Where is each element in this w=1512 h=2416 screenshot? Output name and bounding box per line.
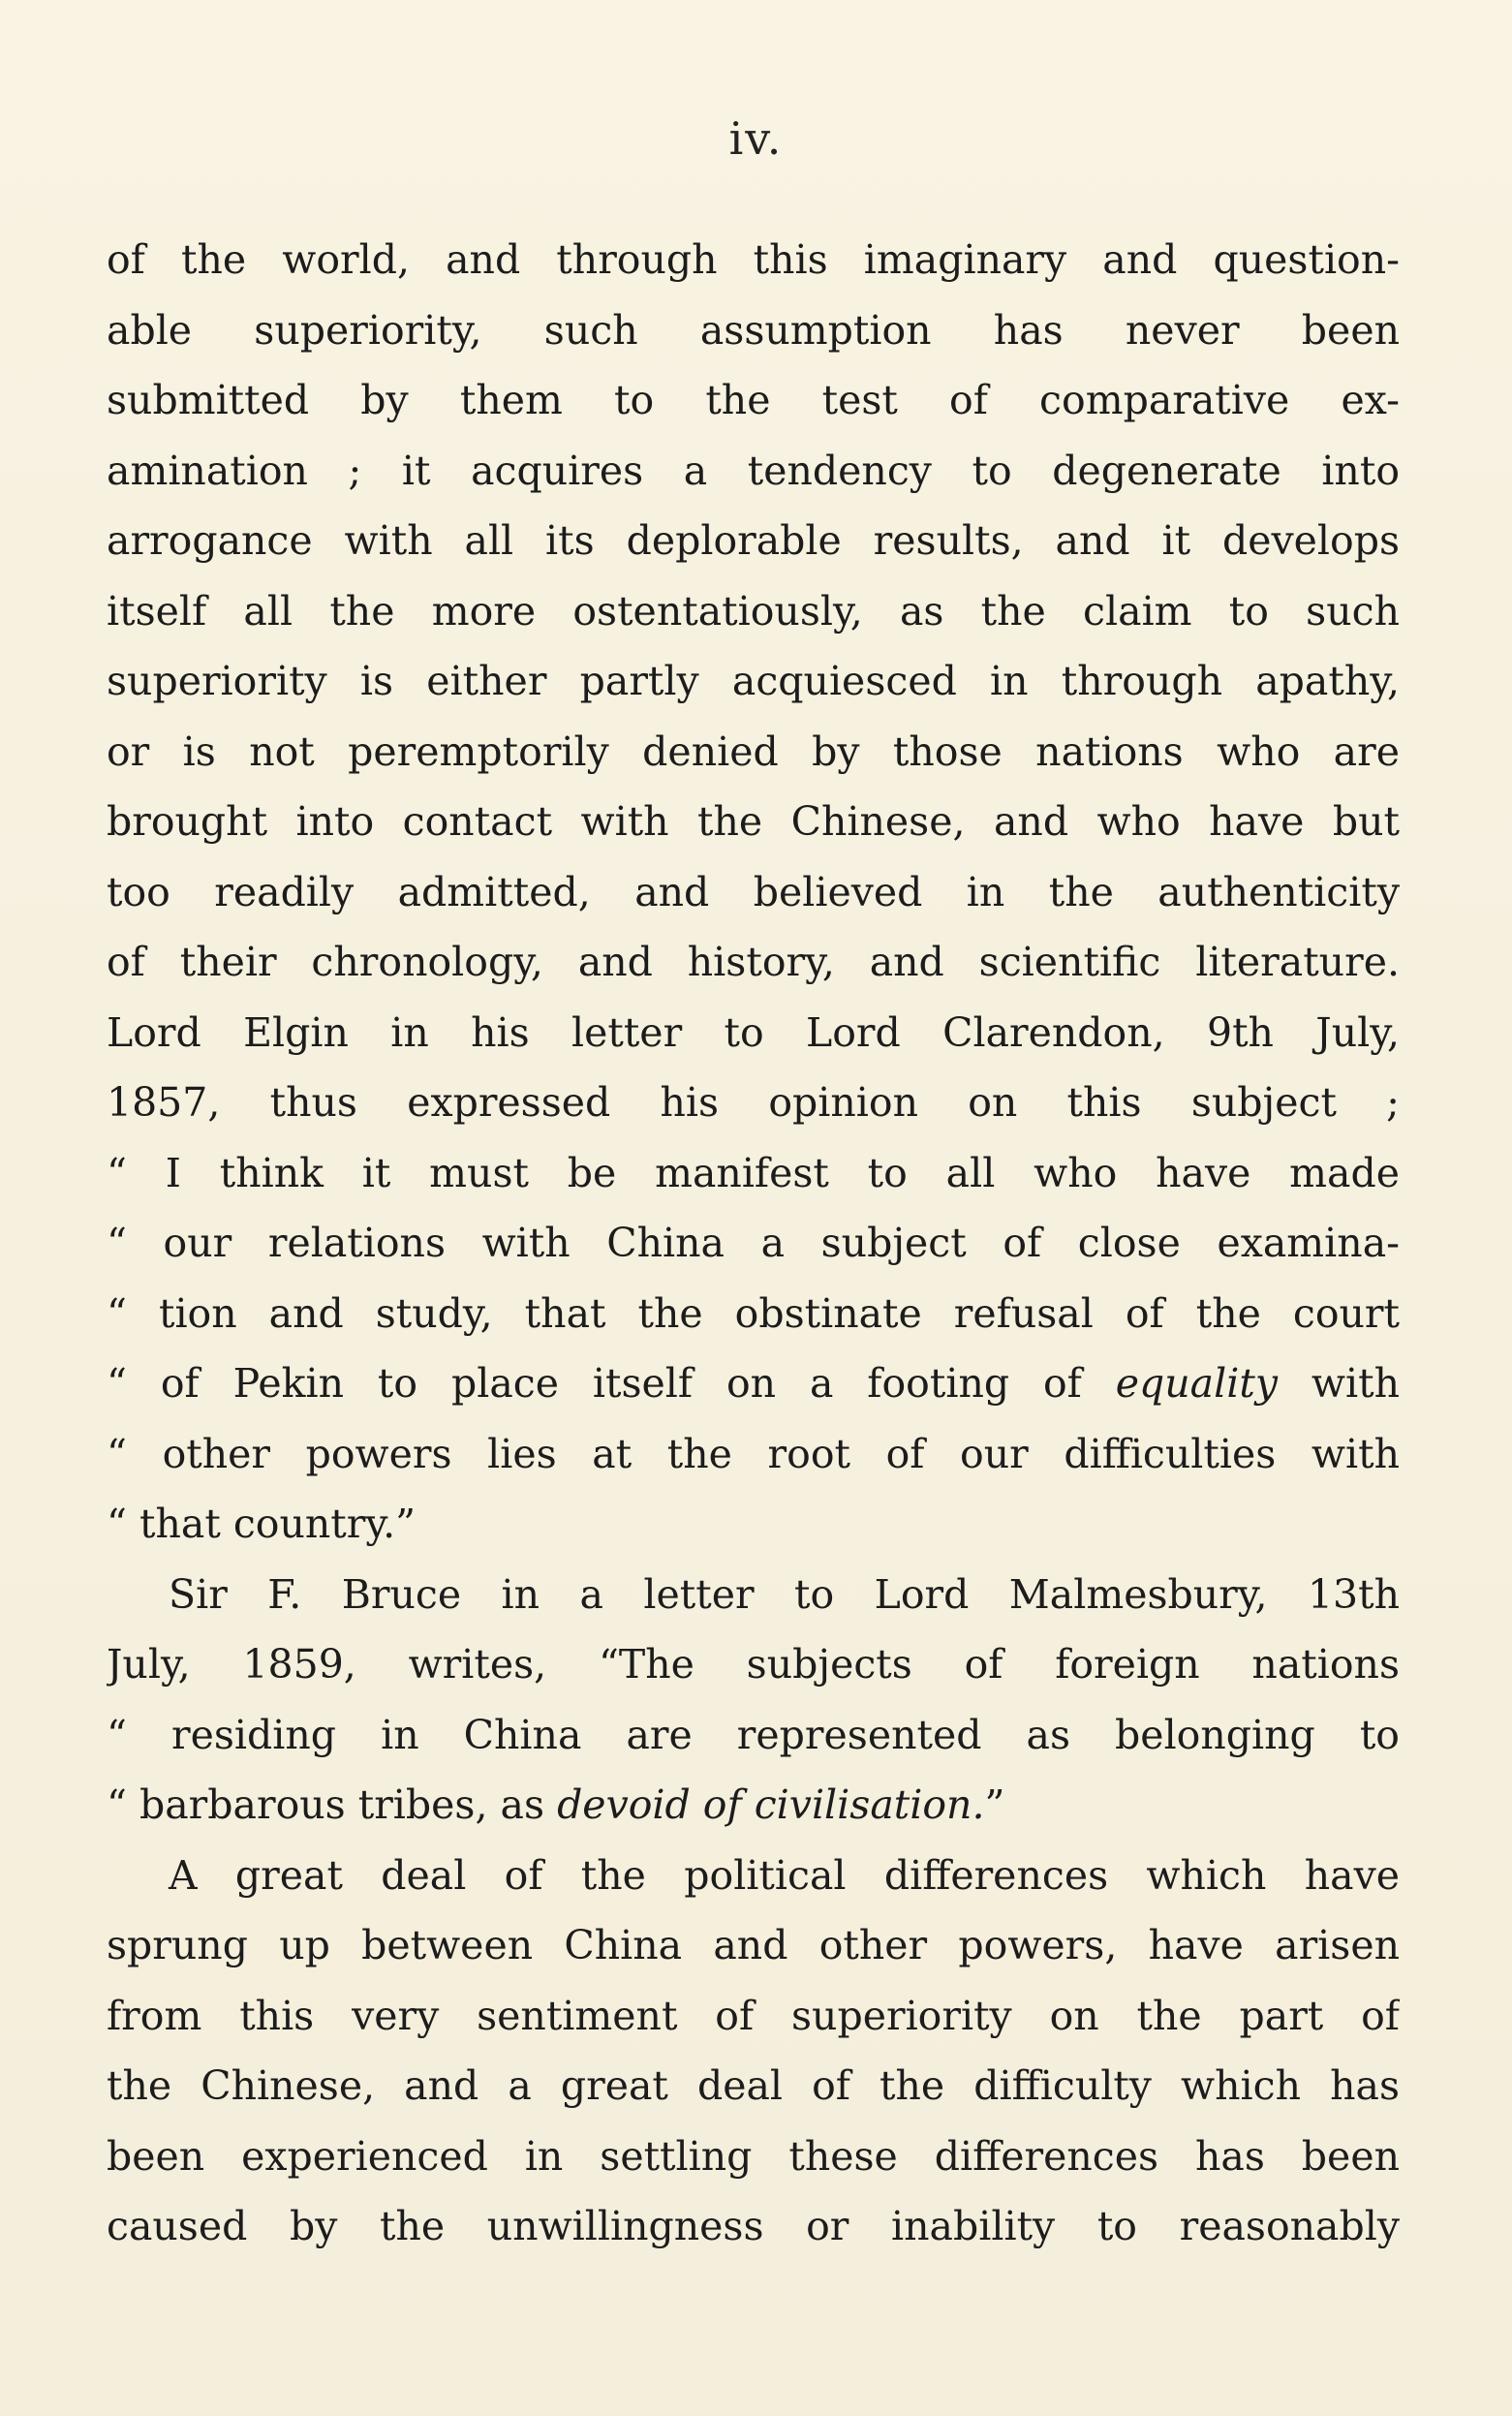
quote-line: “ other powers lies at the root of our difficulties with — [107, 1430, 1400, 1477]
paragraph-start-line: Sir F. Bruce in a letter to Lord Malmesbury, 13th — [169, 1570, 1400, 1618]
text-line: been experienced in settling these differences has been — [107, 2132, 1400, 2180]
quote-line: “ I think it must be manifest to all who have made — [107, 1149, 1400, 1196]
body-text — [107, 225, 1400, 2262]
text-line: the Chinese, and a great deal of the difficulty which has — [107, 2062, 1400, 2109]
text-line: from this very sentiment of superiority on the part of — [107, 1992, 1400, 2039]
text-line: or is not peremptorily denied by those nations who are — [107, 728, 1400, 775]
text-line: caused by the unwillingness or inability to reasonably — [107, 2203, 1400, 2249]
text-line: brought into contact with the Chinese, and who have but — [107, 798, 1400, 845]
text-line: superiority is either partly acquiesced in through apathy, — [107, 658, 1400, 704]
text-line: sprung up between China and other powers, have arisen — [107, 1922, 1400, 1968]
text-line: of the world, and through this imaginary and question- — [107, 236, 1400, 283]
text-line: arrogance with all its deplorable results, and it develops — [107, 517, 1400, 564]
quote-line: “ residing in China are represented as belonging to — [107, 1711, 1400, 1758]
text-line: submitted by them to the test of comparative ex- — [107, 377, 1400, 423]
quote-text-before: “ barbarous tribes, as — [107, 1781, 558, 1828]
page-number: iv. — [728, 112, 784, 165]
quote-text-after: ” — [984, 1781, 1005, 1828]
quote-line-barbarous — [107, 1770, 1400, 1841]
quote-line-pekin — [107, 1348, 1400, 1419]
quote-text-before: “ of Pekin to place itself on a footing of — [107, 1360, 1116, 1407]
quote-line: “ tion and study, that the obstinate refusal of the court — [107, 1289, 1400, 1337]
text-line: Lord Elgin in his letter to Lord Clarendon, 9th July, — [107, 1008, 1400, 1056]
text-line: itself all the more ostentatiously, as the claim to such — [107, 587, 1400, 635]
text-line: of their chronology, and history, and scientific literature. — [107, 939, 1400, 985]
quote-line: “ our relations with China a subject of close examina- — [107, 1220, 1400, 1266]
text-line: July, 1859, writes, “The subjects of foreign nations — [107, 1641, 1400, 1688]
quote-italic-civilisation: devoid of civilisation. — [557, 1781, 985, 1828]
text-line: too readily admitted, and believed in the authenticity — [107, 868, 1400, 915]
quote-italic-equality: equality — [1115, 1360, 1278, 1407]
quote-line: “ that country.” — [107, 1501, 417, 1547]
quote-text-after: with — [1278, 1360, 1400, 1407]
text-line: able superiority, such assumption has never been — [107, 306, 1400, 354]
text-line: amination ; it acquires a tendency to degenerate into — [107, 447, 1400, 494]
paragraph-start-line: A great deal of the political differences which have — [169, 1851, 1400, 1899]
text-line: 1857, thus expressed his opinion on this subject ; — [107, 1079, 1400, 1126]
